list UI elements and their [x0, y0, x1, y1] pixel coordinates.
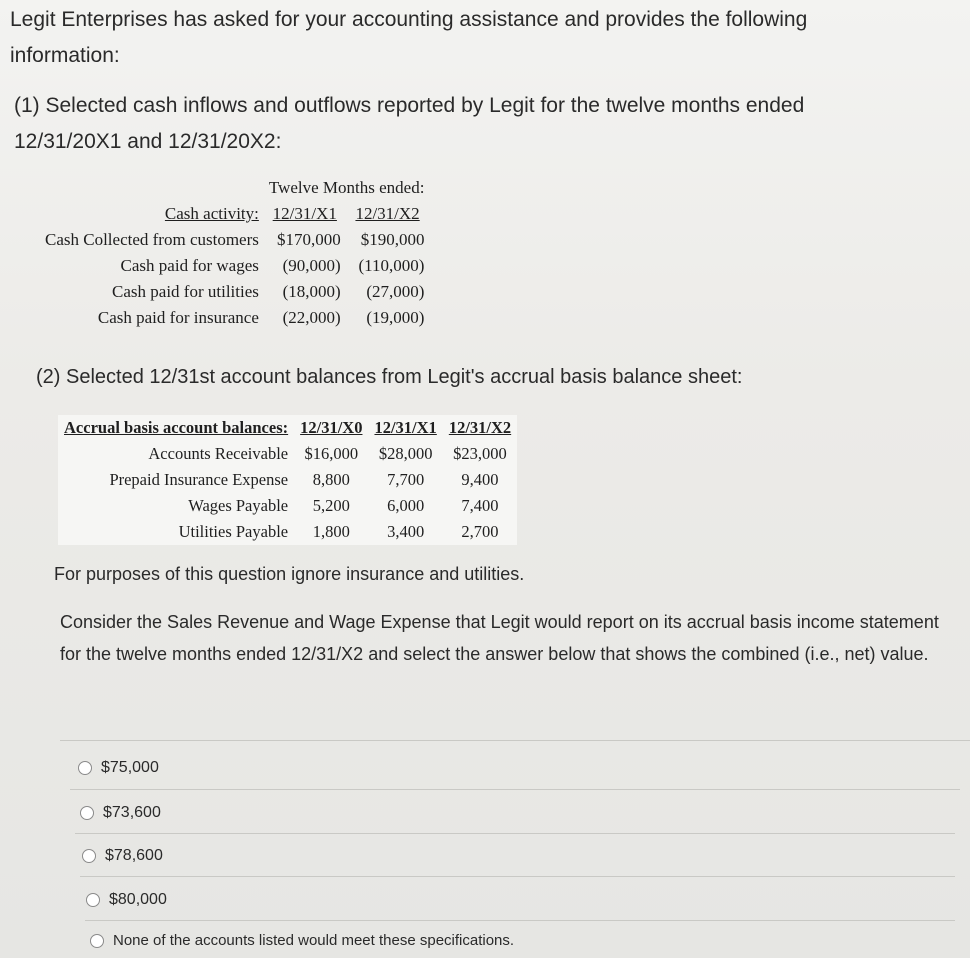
cell-value: 2,700: [461, 522, 499, 541]
radio-button[interactable]: [82, 849, 96, 863]
cell-value: $23,000: [453, 444, 507, 463]
cell-value: 8,800: [312, 470, 350, 489]
table-row: [40, 305, 429, 331]
part2-heading: (2) Selected 12/31st account balances from Legit's accrual basis balance sheet:: [36, 366, 743, 388]
cell-value: $28,000: [378, 444, 433, 463]
answer-option-5[interactable]: [90, 932, 514, 949]
cell-value: (18,000): [282, 282, 341, 301]
row-label: Cash paid for utilities: [112, 282, 259, 301]
divider: [60, 740, 970, 741]
row-label: Cash paid for insurance: [97, 308, 259, 327]
cash-activity-table: [40, 175, 429, 331]
table-row: [40, 253, 429, 279]
radio-button[interactable]: [80, 806, 94, 820]
divider: [85, 920, 955, 921]
answer-option-2[interactable]: [80, 804, 161, 822]
radio-button[interactable]: [90, 934, 104, 948]
cell-value: 7,700: [387, 470, 425, 489]
row-label: Wages Payable: [188, 496, 289, 515]
table-row: [40, 227, 429, 253]
option-label: $73,600: [103, 804, 161, 821]
cell-value: (19,000): [366, 308, 425, 327]
cell-value: $190,000: [360, 230, 425, 249]
row-label: Cash paid for wages: [120, 256, 259, 275]
row-label: Cash Collected from customers: [45, 230, 259, 249]
option-label: $75,000: [101, 759, 159, 776]
answer-option-1[interactable]: [78, 759, 159, 777]
cell-value: (90,000): [282, 256, 341, 275]
cell-value: (27,000): [366, 282, 425, 301]
cash-activity-header: Cash activity:: [164, 204, 259, 223]
instruction-note: For purposes of this question ignore insurance and utilities.: [54, 564, 525, 584]
radio-button[interactable]: [78, 761, 92, 775]
answer-option-4[interactable]: [86, 891, 167, 909]
col-header-x1: 12/31/X1: [374, 418, 437, 437]
table-row: [58, 493, 517, 519]
cell-value: (110,000): [358, 256, 425, 275]
cell-value: 6,000: [387, 496, 425, 515]
part1-heading: (1) Selected cash inflows and outflows reported by Legit for the twelve months ended 12/31/20X1 and 12/31/20X2:: [14, 94, 805, 153]
cell-value: 5,200: [312, 496, 350, 515]
col-header-x1: 12/31/X1: [272, 204, 337, 223]
table-row: [40, 279, 429, 305]
option-label: None of the accounts listed would meet these specifications.: [113, 932, 515, 949]
divider: [70, 789, 960, 790]
accrual-balances-header: Accrual basis account balances:: [64, 418, 289, 437]
cell-value: 1,800: [312, 522, 350, 541]
divider: [80, 876, 955, 877]
cell-value: 3,400: [387, 522, 425, 541]
table-row: [58, 519, 517, 545]
cell-value: 9,400: [461, 470, 499, 489]
twelve-months-header: Twelve Months ended:: [268, 178, 425, 197]
answer-option-3[interactable]: [82, 847, 163, 865]
row-label: Utilities Payable: [178, 522, 289, 541]
row-label: Prepaid Insurance Expense: [109, 470, 289, 489]
divider: [75, 833, 955, 834]
accrual-balances-table: [58, 415, 517, 545]
table-row: [58, 467, 517, 493]
row-label: Accounts Receivable: [148, 444, 289, 463]
radio-button[interactable]: [86, 893, 100, 907]
option-label: $80,000: [109, 891, 167, 908]
cell-value: (22,000): [282, 308, 341, 327]
col-header-x2: 12/31/X2: [448, 418, 512, 437]
question-text: Consider the Sales Revenue and Wage Expense that Legit would report on its accrual basis income statement for the twelve months ended 12/31/X2 and select the answer below that shows the combined (i.e., net) value.: [60, 612, 939, 664]
cell-value: $170,000: [276, 230, 341, 249]
cell-value: 7,400: [461, 496, 499, 515]
intro-text: Legit Enterprises has asked for your accounting assistance and provides the following information:: [10, 8, 808, 67]
col-header-x2: 12/31/X2: [355, 204, 420, 223]
cell-value: $16,000: [304, 444, 359, 463]
option-label: $78,600: [105, 847, 163, 864]
table-row: [58, 441, 517, 467]
col-header-x0: 12/31/X0: [300, 418, 363, 437]
